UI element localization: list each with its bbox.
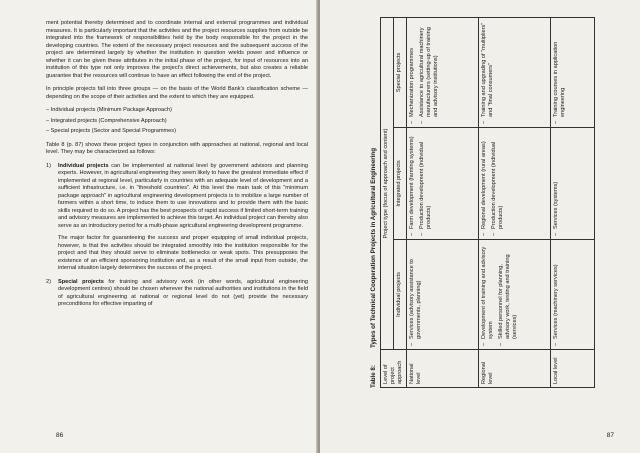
item-title: Special projects <box>58 278 104 285</box>
cell-item: – Services (machinery services) <box>553 243 560 346</box>
cell-item: – Training and upgrading of "multipliers" and "final consumers" <box>481 21 495 124</box>
item-text: can be implemented at national level by government advisors and planning experts. However, in agricultural engineering they seem likely to have the greatest immediate effect if implemented at regional level, particularly in countries with an adequate level of development and a sufficient infrastructure, i.e. in "threshold countries". At this level the main task of this "minimum package approach" in agricultural engineering development projects is to mobilize a large number of farmers within a short time, to induce them to use innovations and to provide them with the basic skills required to do so. A project has the best prospects of rapid success if limited short-term training and advisory measures are implemented to achieve this target. An individual project can thereby also serve as an introductory period for a multi-phase agricultural engineering development programme. <box>58 162 308 229</box>
intro-paragraph: ment potential thereby determined and to coordinate internal and external programmes and individual measures. It is particularly important that the activities and the project resources supplies from outside be integrated into the framework of responsibilities held by the body responsible for the project in the developing countries. The extent of the necessary project resources and the subsequent success of the project are determined largely by whether the institution in question wields power and influence or whether it can be given these attributes in the initial phase of the project, for input of resources into an institution of this type not only improves the project's direct achievements, but also creates a reliable guarantee that the resources will continue to have an effect following the end of the project. <box>46 20 308 79</box>
page-number: 86 <box>56 432 64 439</box>
table-header-row <box>381 17 394 387</box>
level-header: Level of project approach <box>381 350 407 388</box>
list-item: – Special projects (Sector and Special Programmes) <box>46 128 176 134</box>
cell-item: – Regional development (rural areas) <box>481 131 488 236</box>
row-level: National level <box>407 350 479 388</box>
rotated-table-block <box>368 18 612 388</box>
cell-item: – Mechanization programmes <box>409 21 416 124</box>
table-caption <box>368 18 380 388</box>
item-title: Individual projects <box>58 162 109 169</box>
project-groups-list <box>46 107 308 136</box>
left-page <box>0 0 318 453</box>
cell-item: – Production development (individual products) <box>419 131 433 236</box>
groups-paragraph: In principle projects fall into three groups — on the basis of the World Bank's classification scheme — depending on the scope of their activities and the extent to which they are equipped. <box>46 86 308 100</box>
table-title: Types of Technical Cooperation Projects in Agricultural Engineering <box>370 148 377 348</box>
table-row <box>407 17 479 387</box>
numbered-list <box>46 163 308 309</box>
left-page-text <box>46 20 308 309</box>
table-row <box>551 17 595 387</box>
table-subheader-row <box>394 17 407 387</box>
row-level: Local level <box>551 350 595 388</box>
item-number: 2) <box>46 278 51 285</box>
cell-item: – Development of training and advisory system <box>481 243 495 346</box>
list-item <box>46 163 308 273</box>
project-type-header: Project type (focus of approach and content) <box>381 17 394 349</box>
page-number: 87 <box>606 432 614 439</box>
item-text: for training and advisory work (in other words, agricultural engineering development centres) should be chosen wherever the national authorities and institutions in the field of agricultural engineering at national or regional level do not (yet) provide the necessary preconditions for effective imparting of <box>58 278 308 307</box>
cell-item: – Farm development (farming systems) <box>409 131 416 236</box>
list-item: – Individual projects (Minimum Package Approach) <box>46 107 172 113</box>
item-paragraph: The major factor for guaranteeing the success and proper equipping of small individual projects, however, is that the activities should be integrated smoothly into the institution responsible for the project and that they should serve to eliminate bottlenecks or weak spots. This presupposes the existence of an efficient sponsoring institution and, as a result of the small input from outside, the internal situation largely determines the success of the project. <box>58 235 308 271</box>
list-item <box>46 279 308 309</box>
column-header: Integrated projects <box>394 128 407 240</box>
list-item: – Integrated projects (Comprehensive Approach) <box>46 117 167 124</box>
column-header: Individual projects <box>394 240 407 350</box>
cell-item: – Services (systems) <box>553 131 560 236</box>
cell-item: – Training courses in application engineering <box>553 21 567 124</box>
row-level: Regional level <box>479 350 551 388</box>
table-ref-paragraph: Table 8 (p. 87) shows these project types in conjunction with approaches at national, regional and local level. They may be characterized as follows: <box>46 141 308 155</box>
project-types-table <box>380 17 595 388</box>
cell-item: – Assistance to agricultural machinery manufacturers (setting-up of training and advisory institutions) <box>419 21 440 124</box>
item-number: 1) <box>46 162 51 169</box>
table-row <box>479 17 551 387</box>
table-number: Table 8: <box>370 365 377 388</box>
column-header: Special projects <box>394 17 407 127</box>
cell-item: – Skilled personnel for planning, advisory work, testing and training (services) <box>498 243 519 346</box>
cell-item: – Services (advisory assistance to governments, planning) <box>409 243 423 346</box>
cell-item: – Production development (individual products) <box>491 131 505 236</box>
right-page <box>320 0 640 453</box>
